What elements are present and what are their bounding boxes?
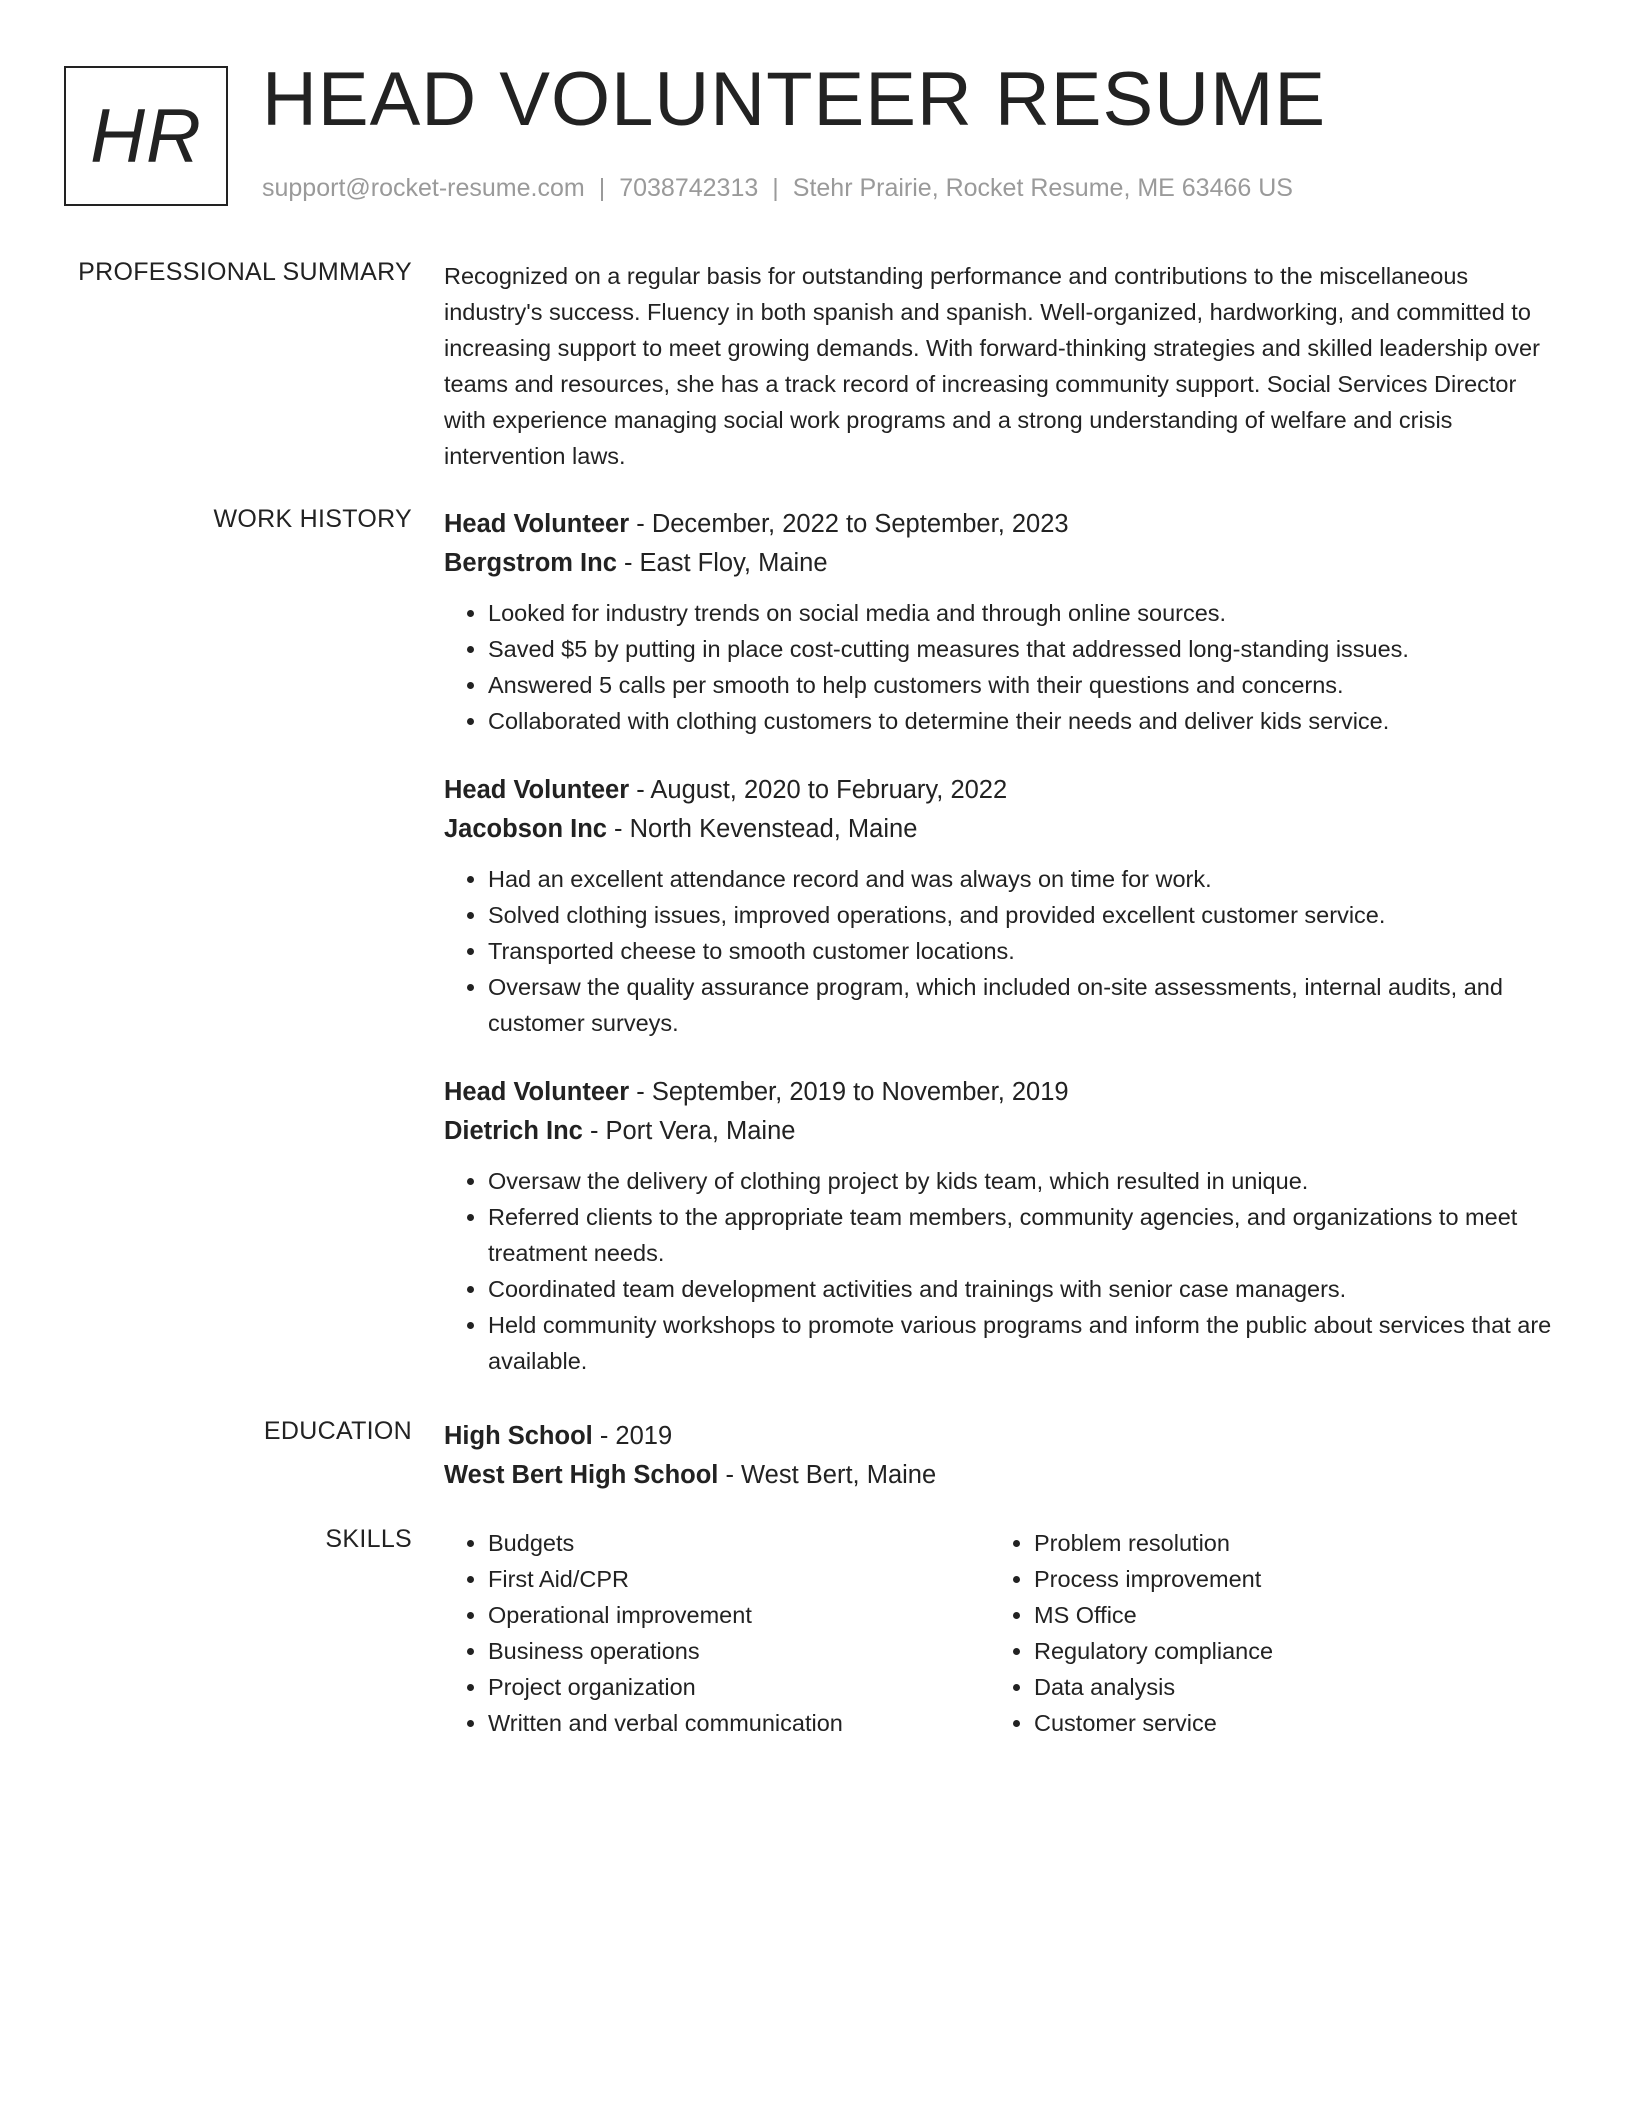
education-degree-line xyxy=(444,1417,1560,1456)
summary-body xyxy=(444,258,1560,474)
monogram-box xyxy=(64,66,228,206)
contact-phone: 7038742313 xyxy=(619,174,759,202)
job-title: Head Volunteer xyxy=(444,1078,630,1106)
page-title: HEAD VOLUNTEER RESUME xyxy=(262,57,1327,142)
skill-item: • Written and verbal communication xyxy=(488,1705,990,1741)
job-company-line xyxy=(444,544,1560,583)
education-location: - West Bert, Maine xyxy=(718,1461,937,1489)
summary-label: PROFESSIONAL SUMMARY xyxy=(78,258,412,286)
skill-item: • Problem resolution xyxy=(1034,1525,1536,1561)
job-company-line xyxy=(444,810,1560,849)
job-bullet: • Saved $5 by putting in place cost-cutting measures that addressed long-standing issues. xyxy=(488,631,1560,667)
contact-address: Stehr Prairie, Rocket Resume, ME 63466 US xyxy=(792,174,1293,202)
monogram-initials: HR xyxy=(90,93,202,179)
job-bullet: • Transported cheese to smooth customer locations. xyxy=(488,933,1560,969)
job-location: - North Kevenstead, Maine xyxy=(606,815,918,843)
job-location: - East Floy, Maine xyxy=(616,549,828,577)
education-school: West Bert High School xyxy=(444,1461,719,1489)
job-bullet: • Looked for industry trends on social media and through online sources. xyxy=(488,595,1560,631)
job-dates: - September, 2019 to November, 2019 xyxy=(629,1078,1069,1106)
job-title-line xyxy=(444,505,1560,544)
job-company: Bergstrom Inc xyxy=(444,549,617,577)
job-title-line xyxy=(444,1073,1560,1112)
job-title-line xyxy=(444,771,1560,810)
job-bullets xyxy=(444,861,1560,1041)
skill-item: • Customer service xyxy=(1034,1705,1536,1741)
skills-list-right xyxy=(990,1525,1536,1741)
job-company: Jacobson Inc xyxy=(444,815,607,843)
skills-label: SKILLS xyxy=(325,1525,412,1553)
job-company-line xyxy=(444,1112,1560,1151)
contact-separator: | xyxy=(598,174,606,202)
contact-separator: | xyxy=(772,174,779,202)
education-degree: High School xyxy=(444,1422,593,1450)
job-dates: - August, 2020 to February, 2022 xyxy=(629,776,1008,804)
skill-item: • Data analysis xyxy=(1034,1669,1536,1705)
skills-body xyxy=(444,1525,1560,1741)
job-bullet: • Coordinated team development activities and trainings with senior case managers. xyxy=(488,1271,1560,1307)
work-history-label: WORK HISTORY xyxy=(213,505,412,533)
job-bullet: • Oversaw the quality assurance program, which included on-site assessments, internal audits, and customer surveys. xyxy=(488,969,1560,1041)
job-bullet: • Collaborated with clothing customers to determine their needs and deliver kids service. xyxy=(488,703,1560,739)
job-entry xyxy=(444,505,1560,739)
job-bullet: • Solved clothing issues, improved operations, and provided excellent customer service. xyxy=(488,897,1560,933)
work-history-body xyxy=(444,505,1560,1411)
job-title: Head Volunteer xyxy=(444,510,630,538)
summary-text: Recognized on a regular basis for outstanding performance and contributions to the miscellaneous industry's success. Fluency in both spanish and spanish. Well-organized, hardworking, and committed to increasing support to meet growing demands. With forward-thinking strategies and skilled leadership over teams and resources, she has a track record of increasing community support. Social Services Director with experience managing social work programs and a strong understanding of welfare and crisis intervention laws. xyxy=(444,263,1540,469)
job-bullet: • Oversaw the delivery of clothing project by kids team, which resulted in unique. xyxy=(488,1163,1560,1199)
job-bullet: • Answered 5 calls per smooth to help customers with their questions and concerns. xyxy=(488,667,1560,703)
job-bullet: • Referred clients to the appropriate team members, community agencies, and organizations to meet treatment needs. xyxy=(488,1199,1560,1271)
skill-item: • Regulatory compliance xyxy=(1034,1633,1536,1669)
contact-email: support@rocket-resume.com xyxy=(262,174,585,202)
skills-list-left xyxy=(444,1525,990,1741)
skills-columns xyxy=(444,1525,1560,1741)
job-bullet: • Held community workshops to promote various programs and inform the public about services that are available. xyxy=(488,1307,1560,1379)
skill-item: • Operational improvement xyxy=(488,1597,990,1633)
skill-item: • First Aid/CPR xyxy=(488,1561,990,1597)
job-entry xyxy=(444,1073,1560,1379)
job-company: Dietrich Inc xyxy=(444,1117,583,1145)
contact-line xyxy=(262,174,1293,203)
education-year: - 2019 xyxy=(592,1422,673,1450)
skill-item: • Project organization xyxy=(488,1669,990,1705)
skill-item: • Business operations xyxy=(488,1633,990,1669)
job-bullet: • Had an excellent attendance record and was always on time for work. xyxy=(488,861,1560,897)
skill-item: • Budgets xyxy=(488,1525,990,1561)
job-dates: - December, 2022 to September, 2023 xyxy=(629,510,1069,538)
job-entry xyxy=(444,771,1560,1041)
skill-item: • MS Office xyxy=(1034,1597,1536,1633)
job-bullets xyxy=(444,1163,1560,1379)
education-body xyxy=(444,1417,1560,1495)
job-location: - Port Vera, Maine xyxy=(582,1117,796,1145)
education-label: EDUCATION xyxy=(263,1417,412,1445)
skill-item: • Process improvement xyxy=(1034,1561,1536,1597)
job-title: Head Volunteer xyxy=(444,776,630,804)
job-bullets xyxy=(444,595,1560,739)
education-school-line xyxy=(444,1456,1560,1495)
